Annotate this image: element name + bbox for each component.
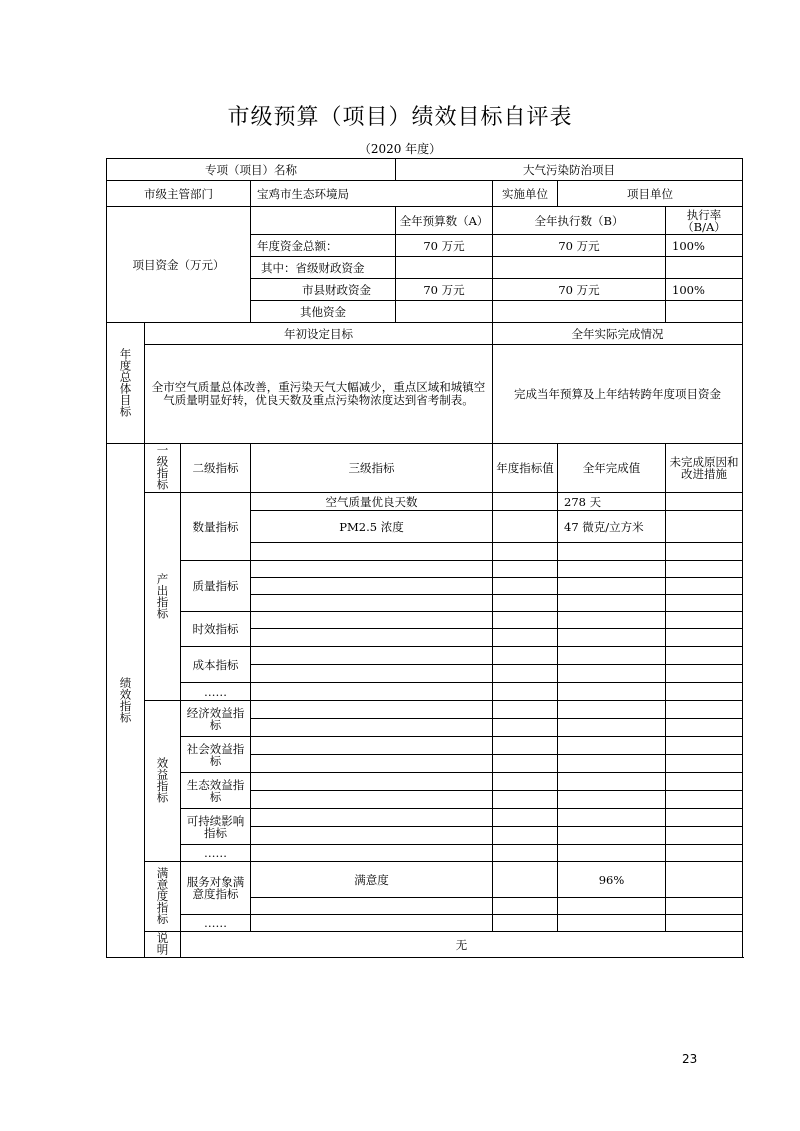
output-ellipsis: …… (181, 683, 251, 701)
funds-label: 项目资金（万元） (107, 207, 251, 323)
indicator-row (107, 561, 743, 578)
page-number: 23 (682, 1052, 698, 1066)
quality-label: 质量指标 (181, 561, 251, 612)
indicators-head-l2: 二级指标 (181, 444, 251, 493)
funds-row-budget: 70 万元 (396, 235, 493, 257)
indicators-header-row (107, 444, 743, 493)
indicator-row (107, 915, 743, 932)
funds-row-label: 其他资金 (251, 301, 396, 323)
satisfaction-label: 满意度指标 (145, 862, 181, 932)
goals-header-row (107, 323, 743, 345)
funds-row-label: 年度资金总额： (251, 235, 396, 257)
funds-row-rate: 100% (666, 235, 743, 257)
department-label: 市级主管部门 (107, 181, 251, 207)
satisfaction-item: 满意度 (251, 862, 493, 898)
funds-row-exec: 70 万元 (493, 235, 666, 257)
output-label: 产出指标 (145, 493, 181, 701)
evaluation-table (106, 158, 743, 958)
goals-actual-text: 完成当年预算及上年结转跨年度项目资金 (493, 345, 743, 444)
funds-row-label: 其中：省级财政资金 (251, 257, 396, 279)
indicator-row (107, 773, 743, 791)
quantity-label: 数量指标 (181, 493, 251, 561)
indicator-name: PM2.5 浓度 (251, 511, 493, 543)
indicators-head-done: 全年完成值 (558, 444, 666, 493)
indicator-row (107, 862, 743, 898)
funds-row-exec (493, 301, 666, 323)
indicator-row (107, 809, 743, 827)
indicator-value: 47 微克/立方米 (558, 511, 666, 543)
indicator-row (107, 701, 743, 719)
indicator-name: 空气质量优良天数 (251, 493, 493, 511)
satisfaction-ellipsis: …… (181, 915, 251, 932)
indicator-row (107, 493, 743, 511)
economic-label: 经济效益指标 (181, 701, 251, 737)
service-label: 服务对象满意度指标 (181, 862, 251, 915)
funds-row-exec (493, 257, 666, 279)
funds-row-rate: 100% (666, 279, 743, 301)
department-value: 宝鸡市生态环境局 (251, 181, 493, 207)
indicator-reason (666, 493, 743, 511)
project-value: 大气污染防治项目 (396, 159, 743, 181)
note-row (107, 932, 743, 958)
funds-row-rate (666, 301, 743, 323)
indicators-head-l1: 一级指标 (145, 444, 181, 493)
note-value: 无 (181, 932, 743, 958)
indicator-row (107, 647, 743, 665)
timeliness-label: 时效指标 (181, 612, 251, 647)
indicator-row (107, 683, 743, 701)
indicators-head-l3: 三级指标 (251, 444, 493, 493)
funds-row-budget (396, 301, 493, 323)
social-label: 社会效益指标 (181, 737, 251, 773)
indicators-head-reason: 未完成原因和改进措施 (666, 444, 743, 493)
goals-content-row (107, 345, 743, 444)
funds-header-blank (251, 207, 396, 235)
cost-label: 成本指标 (181, 647, 251, 683)
note-label: 说明 (145, 932, 181, 958)
funds-head-budget: 全年预算数（A） (396, 207, 493, 235)
goals-head-set: 年初设定目标 (145, 323, 493, 345)
funds-row-budget: 70 万元 (396, 279, 493, 301)
indicators-head-target: 年度指标值 (493, 444, 558, 493)
satisfaction-value: 96% (558, 862, 666, 898)
indicator-row (107, 612, 743, 629)
ecological-label: 生态效益指标 (181, 773, 251, 809)
page-title: 市级预算（项目）绩效目标自评表 (227, 105, 573, 130)
project-label: 专项（项目）名称 (107, 159, 396, 181)
indicator-row (107, 845, 743, 862)
indicator-row (107, 737, 743, 755)
year-label: （2020 年度） (358, 142, 442, 156)
goals-label: 年度总体目标 (107, 323, 145, 444)
goals-set-text: 全市空气质量总体改善，重污染天气大幅减少，重点区域和城镇空气质量明显好转，优良天数及重点污染物浓度达到省考制表。 (145, 345, 493, 444)
project-row (107, 159, 743, 181)
department-row (107, 181, 743, 207)
funds-head-exec: 全年执行数（B） (493, 207, 666, 235)
indicators-label: 绩效指标 (107, 444, 145, 958)
indicator-reason (666, 511, 743, 543)
indicator-target (493, 511, 558, 543)
funds-row-rate (666, 257, 743, 279)
indicator-value: 278 天 (558, 493, 666, 511)
impl-unit-value: 项目单位 (558, 181, 743, 207)
funds-header-row (107, 207, 743, 235)
sustainable-label: 可持续影响指标 (181, 809, 251, 845)
funds-row-budget (396, 257, 493, 279)
funds-head-rate: 执行率（B/A） (666, 207, 743, 235)
funds-row-label: 市县财政资金 (251, 279, 396, 301)
effect-ellipsis: …… (181, 845, 251, 862)
indicator-target (493, 493, 558, 511)
goals-head-actual: 全年实际完成情况 (493, 323, 743, 345)
impl-unit-label: 实施单位 (493, 181, 558, 207)
funds-row-exec: 70 万元 (493, 279, 666, 301)
effect-label: 效益指标 (145, 701, 181, 862)
